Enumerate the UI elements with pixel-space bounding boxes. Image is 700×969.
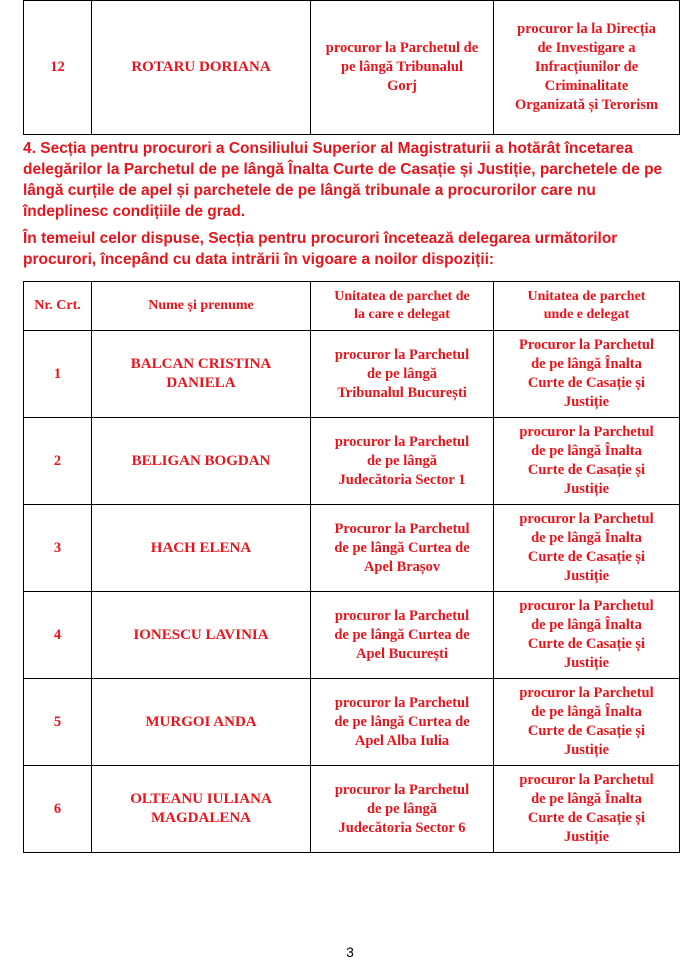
origin-unit-line: procuror la Parchetul	[334, 346, 470, 363]
destination-unit	[494, 1, 680, 135]
destination-unit	[494, 505, 680, 592]
origin-unit	[311, 505, 494, 592]
destination-line: Criminalitate	[544, 78, 629, 94]
destination-unit-line: procuror la Parchetul	[519, 685, 654, 701]
destination-unit-line: procuror la Parchetul	[519, 511, 654, 527]
origin-line: procuror la Parchetul de	[325, 40, 479, 56]
origin-unit-line: procuror la Parchetul	[334, 694, 470, 711]
prosecutor-name	[92, 766, 311, 853]
row-number: 1	[24, 331, 92, 418]
header-nr: Nr. Crt.	[24, 282, 92, 331]
table-row	[24, 418, 680, 505]
destination-unit-line: Justiție	[563, 742, 610, 758]
prosecutor-name	[92, 592, 311, 679]
header-from-unit	[311, 282, 494, 331]
prosecutor-name-line: BALCAN CRISTINA	[130, 356, 272, 372]
header-line: la care e delegat	[354, 307, 450, 322]
decision-paragraph: În temeiul celor dispuse, Secția pentru procurori încetează delegarea următorilor procurori, începând cu data intrării în vigoare a noilor dispoziții:	[23, 230, 618, 268]
origin-line: Gorj	[387, 78, 417, 94]
destination-unit-line: procuror la Parchetul	[519, 772, 654, 788]
origin-line: pe lângă Tribunalul	[341, 59, 463, 75]
origin-unit-line: Judecătoria Sector 6	[338, 819, 466, 836]
origin-unit-line: procuror la Parchetul	[334, 433, 470, 450]
origin-unit-line: Judecătoria Sector 1	[338, 471, 466, 488]
destination-unit-line: Justiție	[563, 829, 610, 845]
row-number: 4	[24, 592, 92, 679]
header-name: Nume și prenume	[92, 282, 311, 331]
header-to-unit	[494, 282, 680, 331]
destination-unit	[494, 592, 680, 679]
row-number: 6	[24, 766, 92, 853]
origin-unit-line: de pe lângă Curtea de	[334, 539, 470, 556]
prosecutor-name-line: IONESCU LAVINIA	[133, 626, 269, 643]
table-row	[24, 1, 680, 135]
destination-unit-line: procuror la Parchetul	[519, 598, 654, 614]
destination-unit-line: Curte de Casație și	[527, 549, 646, 565]
origin-unit-line: Apel București	[356, 645, 448, 662]
origin-unit-line: procuror la Parchetul	[334, 607, 470, 624]
destination-unit-line: Curte de Casație și	[527, 810, 646, 826]
destination-line: de Investigare a	[537, 40, 636, 56]
destination-unit-line: de pe lângă Înalta	[531, 530, 642, 546]
prosecutor-name-line: HACH ELENA	[150, 539, 252, 556]
destination-unit-line: de pe lângă Înalta	[531, 791, 642, 807]
prosecutor-name-line: OLTEANU IULIANA	[130, 791, 272, 807]
header-line: Unitatea de parchet de	[334, 289, 470, 304]
prosecutor-name	[92, 505, 311, 592]
prosecutor-name: ROTARU DORIANA	[92, 1, 311, 135]
destination-unit-line: Procuror la Parchetul	[518, 337, 655, 353]
origin-unit-line: de pe lângă Curtea de	[334, 626, 470, 643]
section-4-paragraph: 4. Secția pentru procurori a Consiliului Superior al Magistraturii a hotărât încetarea delegărilor la Parchetul de pe lângă Înalta Curte de Casație și Justiție, parchetele de pe lângă curțile de apel și parchetele de pe lângă tribunale a procurorilor care nu îndeplinesc condițiile de grad.	[23, 140, 663, 220]
destination-unit	[494, 418, 680, 505]
origin-unit-line: de pe lângă	[366, 365, 438, 382]
destination-unit-line: de pe lângă Înalta	[531, 704, 642, 720]
page-number: 3	[346, 944, 354, 960]
destination-unit-line: de pe lângă Înalta	[531, 617, 642, 633]
destination-unit-line: Curte de Casație și	[527, 636, 646, 652]
row-number: 2	[24, 418, 92, 505]
destination-unit-line: Justiție	[563, 568, 610, 584]
origin-unit	[311, 679, 494, 766]
destination-unit-line: Justiție	[563, 481, 610, 497]
delegations-table	[23, 281, 680, 853]
row-number: 3	[24, 505, 92, 592]
origin-unit	[311, 766, 494, 853]
header-line: Unitatea de parchet	[527, 289, 646, 304]
origin-unit	[311, 592, 494, 679]
origin-unit	[311, 418, 494, 505]
table-row	[24, 592, 680, 679]
destination-unit-line: Curte de Casație și	[527, 723, 646, 739]
origin-unit-line: Apel Brașov	[363, 558, 441, 575]
prosecutor-name-line: MAGDALENA	[151, 810, 251, 826]
destination-line: Organizată și Terorism	[514, 97, 659, 113]
origin-unit-line: Procuror la Parchetul	[334, 520, 470, 537]
table-row	[24, 766, 680, 853]
prosecutor-name	[92, 418, 311, 505]
table-header-row	[24, 282, 680, 331]
destination-unit	[494, 766, 680, 853]
destination-unit-line: Justiție	[563, 394, 610, 410]
table-row	[24, 331, 680, 418]
table-row	[24, 679, 680, 766]
row-number: 5	[24, 679, 92, 766]
destination-unit-line: de pe lângă Înalta	[531, 356, 642, 372]
continued-table	[23, 0, 680, 135]
origin-unit	[311, 1, 494, 135]
destination-line: procuror la la Direcția	[517, 21, 656, 37]
destination-unit-line: de pe lângă Înalta	[531, 443, 642, 459]
destination-unit-line: Justiție	[563, 655, 610, 671]
origin-unit	[311, 331, 494, 418]
origin-unit-line: de pe lângă	[366, 800, 438, 817]
origin-unit-line: Tribunalul București	[337, 384, 467, 401]
prosecutor-name	[92, 679, 311, 766]
table-row	[24, 505, 680, 592]
row-number: 12	[24, 1, 92, 135]
origin-unit-line: de pe lângă Curtea de	[334, 713, 470, 730]
origin-unit-line: de pe lângă	[366, 452, 438, 469]
destination-line: Infracțiunilor de	[534, 59, 639, 75]
prosecutor-name-line: DANIELA	[166, 375, 236, 391]
prosecutor-name	[92, 331, 311, 418]
destination-unit-line: Curte de Casație și	[527, 375, 646, 391]
prosecutor-name-line: BELIGAN BOGDAN	[131, 452, 271, 469]
origin-unit-line: Apel Alba Iulia	[354, 732, 450, 749]
origin-unit-line: procuror la Parchetul	[334, 781, 470, 798]
prosecutor-name-line: MURGOI ANDA	[145, 713, 257, 730]
header-line: unde e delegat	[543, 307, 630, 322]
destination-unit-line: procuror la Parchetul	[519, 424, 654, 440]
destination-unit	[494, 331, 680, 418]
destination-unit-line: Curte de Casație și	[527, 462, 646, 478]
destination-unit	[494, 679, 680, 766]
